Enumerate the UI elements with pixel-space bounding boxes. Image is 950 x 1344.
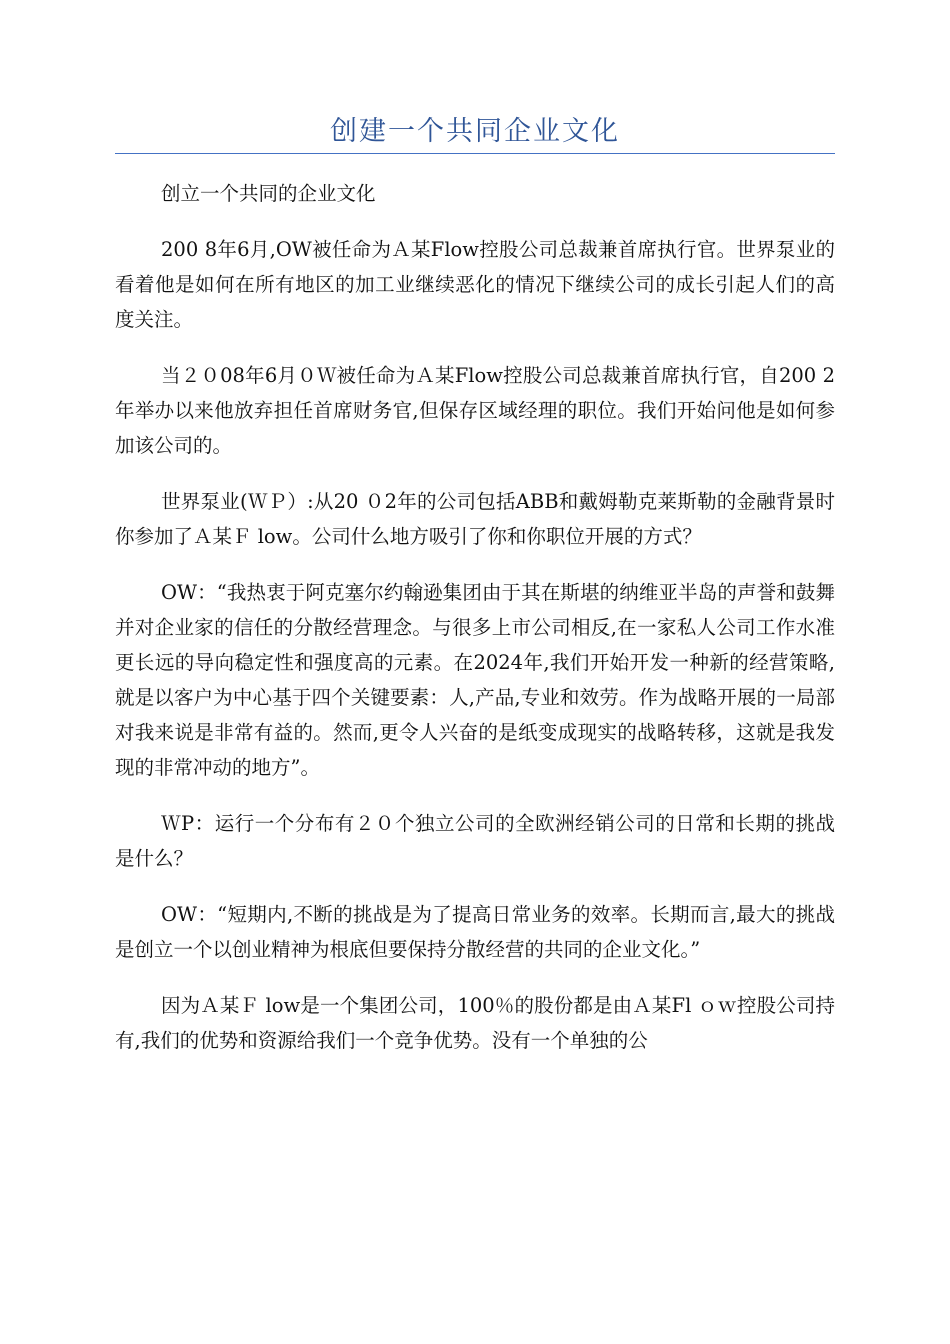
paragraph: OW：“短期内,不断的挑战是为了提高日常业务的效率。长期而言,最大的挑战是创立一个以创业精神为根底但要保持分散经营的共同的企业文化。” xyxy=(115,903,835,961)
paragraph: ＷP：运行一个分布有２０个独立公司的全欧洲经销公司的日常和长期的挑战是什么？ xyxy=(115,812,835,870)
paragraph-subtitle: 创立一个共同的企业文化 xyxy=(161,182,376,205)
paragraph: 200 8年6月,OW被任命为Ａ某Flow控股公司总裁兼首席执行官。世界泵业的看着他是如何在所有地区的加工业继续恶化的情况下继续公司的成长引起人们的高度关注。 xyxy=(115,238,835,331)
title-underline xyxy=(115,153,835,154)
paragraph: 世界泵业(ＷＰ）:从20 ０2年的公司包括ABB和戴姆勒克莱斯勒的金融背景时你参加了Ａ某Ｆ low。公司什么地方吸引了你和你职位开展的方式？ xyxy=(115,490,835,548)
document-body xyxy=(115,176,835,1079)
paragraph: 当２０08年6月０Ｗ被任命为Ａ某Flow控股公司总裁兼首席执行官，自200 2年举办以来他放弃担任首席财务官,但保存区域经理的职位。我们开始问他是如何参加该公司的。 xyxy=(115,364,835,457)
paragraph: OW：“我热衷于阿克塞尔约翰逊集团由于其在斯堪的纳维亚半岛的声誉和鼓舞并对企业家的信任的分散经营理念。与很多上市公司相反,在一家私人公司工作水准更长远的导向稳定性和强度高的元素。在2024年,我们开始开发一种新的经营策略,就是以客户为中心基于四个关键要素：人,产品,专业和效劳。作为战略开展的一局部对我来说是非常有益的。然而,更令人兴奋的是纸变成现实的战略转移，这就是我发现的非常冲动的地方”。 xyxy=(115,581,835,779)
document-title: 创建一个共同企业文化 xyxy=(330,116,620,147)
paragraph: 因为Ａ某Ｆ low是一个集团公司，100％的股份都是由Ａ某Fl ｏｗ控股公司持有,我们的优势和资源给我们一个竞争优势。没有一个单独的公 xyxy=(115,994,835,1052)
